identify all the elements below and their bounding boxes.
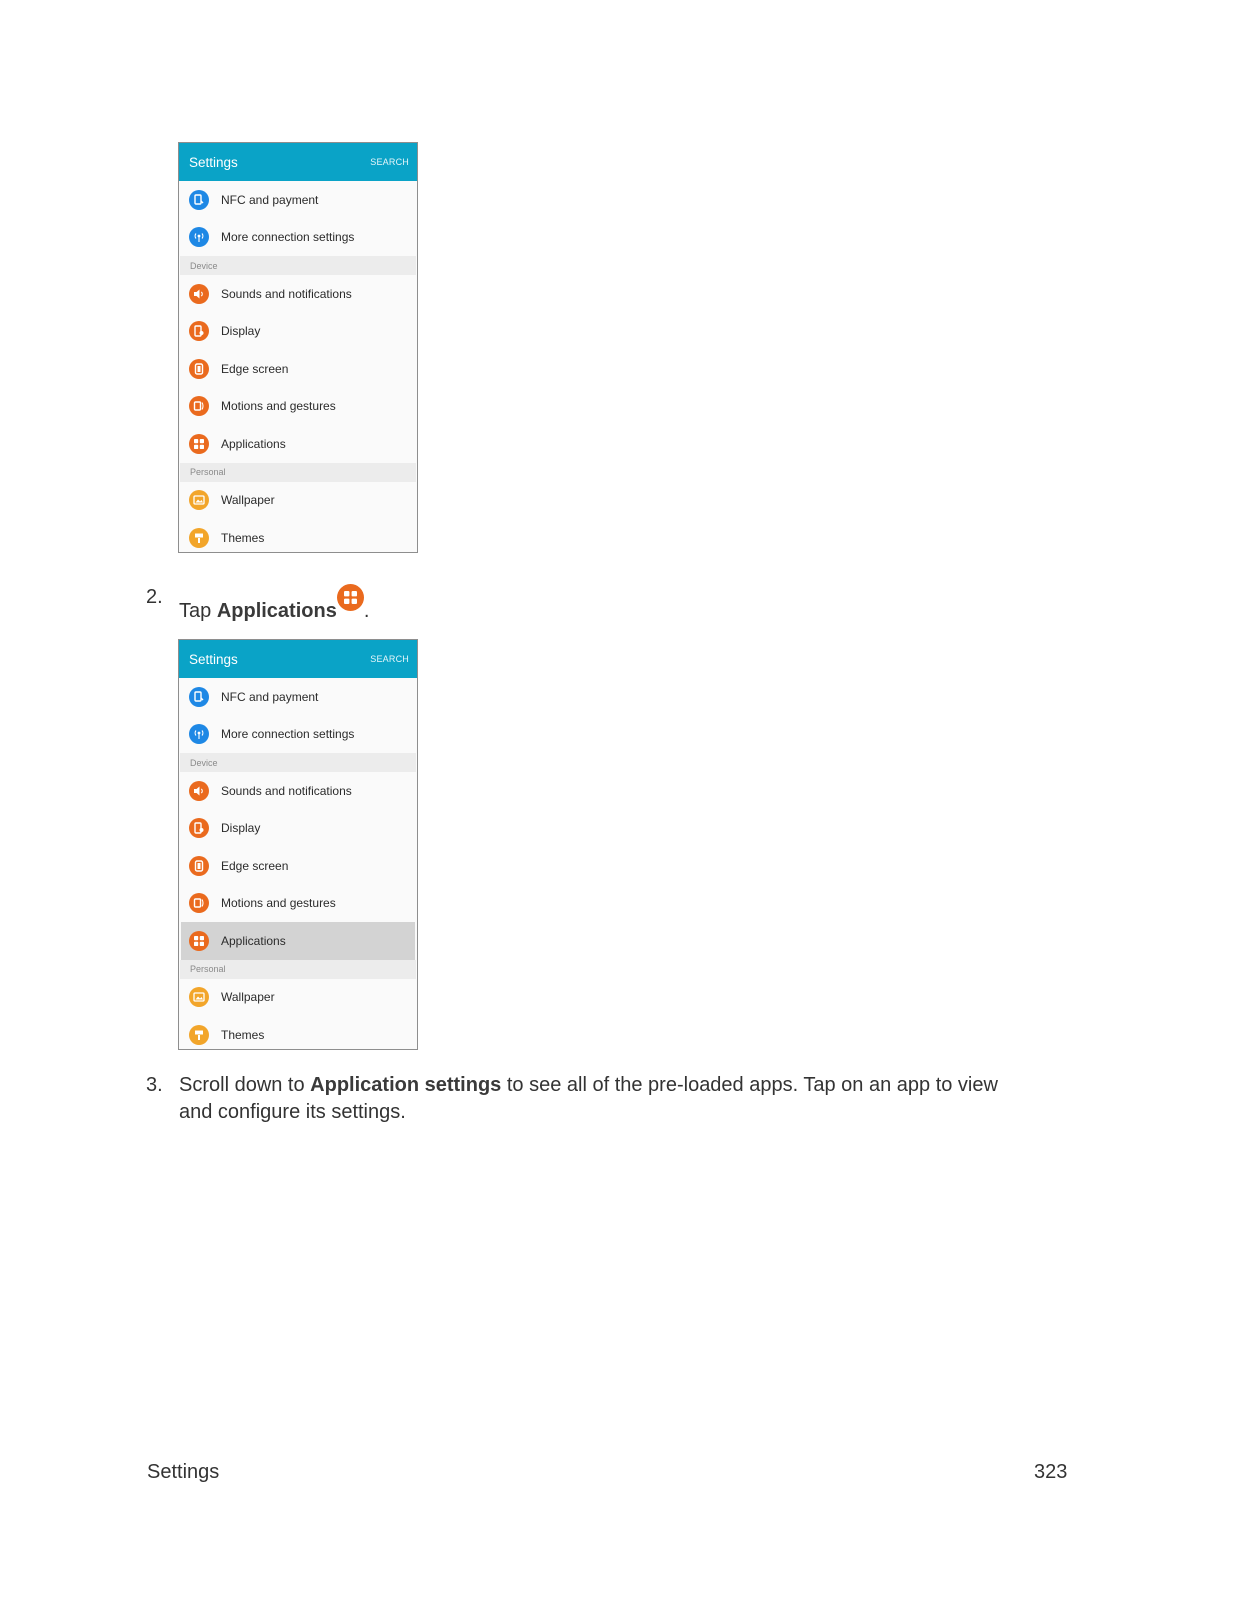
settings-item-label: More connection settings (221, 727, 355, 742)
settings-item-applications[interactable] (181, 922, 415, 960)
settings-item-motions-and-gestures[interactable] (179, 388, 417, 426)
settings-item-label: Edge screen (221, 361, 289, 376)
settings-item-display[interactable] (179, 810, 417, 848)
settings-item-themes[interactable] (179, 519, 417, 553)
display-icon (189, 818, 209, 838)
settings-item-label: Motions and gestures (221, 896, 336, 911)
connection-icon (189, 724, 209, 744)
settings-item-applications[interactable] (179, 425, 417, 463)
step-text: Scroll down to Application settings to see all of the pre-loaded apps. Tap on an app to view and configure its settings. (179, 1074, 998, 1123)
section-header: Personal (180, 960, 416, 979)
application-settings-term: Application settings (310, 1074, 502, 1096)
section-header: Device (180, 753, 416, 772)
settings-item-label: Wallpaper (221, 493, 275, 508)
settings-item-label: Themes (221, 530, 265, 545)
app-bar (179, 143, 417, 181)
themes-icon (189, 528, 209, 548)
edge-screen-icon (189, 856, 209, 876)
settings-item-label: Edge screen (221, 858, 289, 873)
settings-item-label: Sounds and notifications (221, 783, 352, 798)
themes-icon (189, 1025, 209, 1045)
settings-item-motions-and-gestures[interactable] (179, 885, 417, 923)
settings-item-label: Applications (221, 436, 286, 451)
nfc-icon (189, 687, 209, 707)
settings-item-label: Themes (221, 1027, 265, 1042)
wallpaper-icon (189, 490, 209, 510)
settings-item-label: More connection settings (221, 230, 355, 245)
footer-section: Settings (147, 1461, 220, 1483)
settings-item-label: Display (221, 821, 261, 836)
display-icon (189, 321, 209, 341)
settings-item-nfc-and-payment[interactable] (179, 181, 417, 219)
applications-icon (189, 434, 209, 454)
settings-item-label: Display (221, 324, 261, 339)
motion-icon (189, 396, 209, 416)
settings-item-label: Applications (221, 933, 286, 948)
app-bar-title: Settings (189, 154, 238, 170)
settings-item-label: Sounds and notifications (221, 286, 352, 301)
search-button[interactable]: SEARCH (370, 654, 409, 664)
settings-item-label: NFC and payment (221, 689, 319, 704)
step-text: Tap Applications . (179, 584, 369, 625)
edge-screen-icon (189, 359, 209, 379)
app-bar (179, 640, 417, 678)
settings-item-edge-screen[interactable] (179, 350, 417, 388)
page-number: 323 (1034, 1461, 1068, 1483)
settings-item-more-connection-settings[interactable] (179, 219, 417, 257)
settings-item-display[interactable] (179, 313, 417, 351)
connection-icon (189, 227, 209, 247)
settings-item-label: NFC and payment (221, 192, 319, 207)
step-number: 3. (146, 1074, 163, 1096)
wallpaper-icon (189, 987, 209, 1007)
applications-term: Applications (216, 600, 337, 622)
motion-icon (189, 893, 209, 913)
settings-item-wallpaper[interactable] (179, 482, 417, 520)
settings-screenshot-2 (178, 639, 418, 1050)
settings-item-more-connection-settings[interactable] (179, 716, 417, 754)
speaker-icon (189, 284, 209, 304)
applications-icon (189, 931, 209, 951)
settings-item-label: Motions and gestures (221, 399, 336, 414)
step-2 (146, 584, 566, 622)
settings-item-label: Wallpaper (221, 990, 275, 1005)
settings-item-wallpaper[interactable] (179, 979, 417, 1017)
settings-item-nfc-and-payment[interactable] (179, 678, 417, 716)
app-bar-title: Settings (189, 651, 238, 667)
search-button[interactable]: SEARCH (370, 157, 409, 167)
applications-icon (337, 584, 364, 611)
settings-screenshot-1 (178, 142, 418, 553)
speaker-icon (189, 781, 209, 801)
step-3 (146, 1072, 1066, 1132)
section-header: Personal (180, 463, 416, 482)
settings-item-themes[interactable] (179, 1016, 417, 1050)
settings-item-sounds-and-notifications[interactable] (179, 772, 417, 810)
section-header: Device (180, 256, 416, 275)
settings-item-sounds-and-notifications[interactable] (179, 275, 417, 313)
settings-item-edge-screen[interactable] (179, 847, 417, 885)
nfc-icon (189, 190, 209, 210)
step-number: 2. (146, 586, 163, 608)
